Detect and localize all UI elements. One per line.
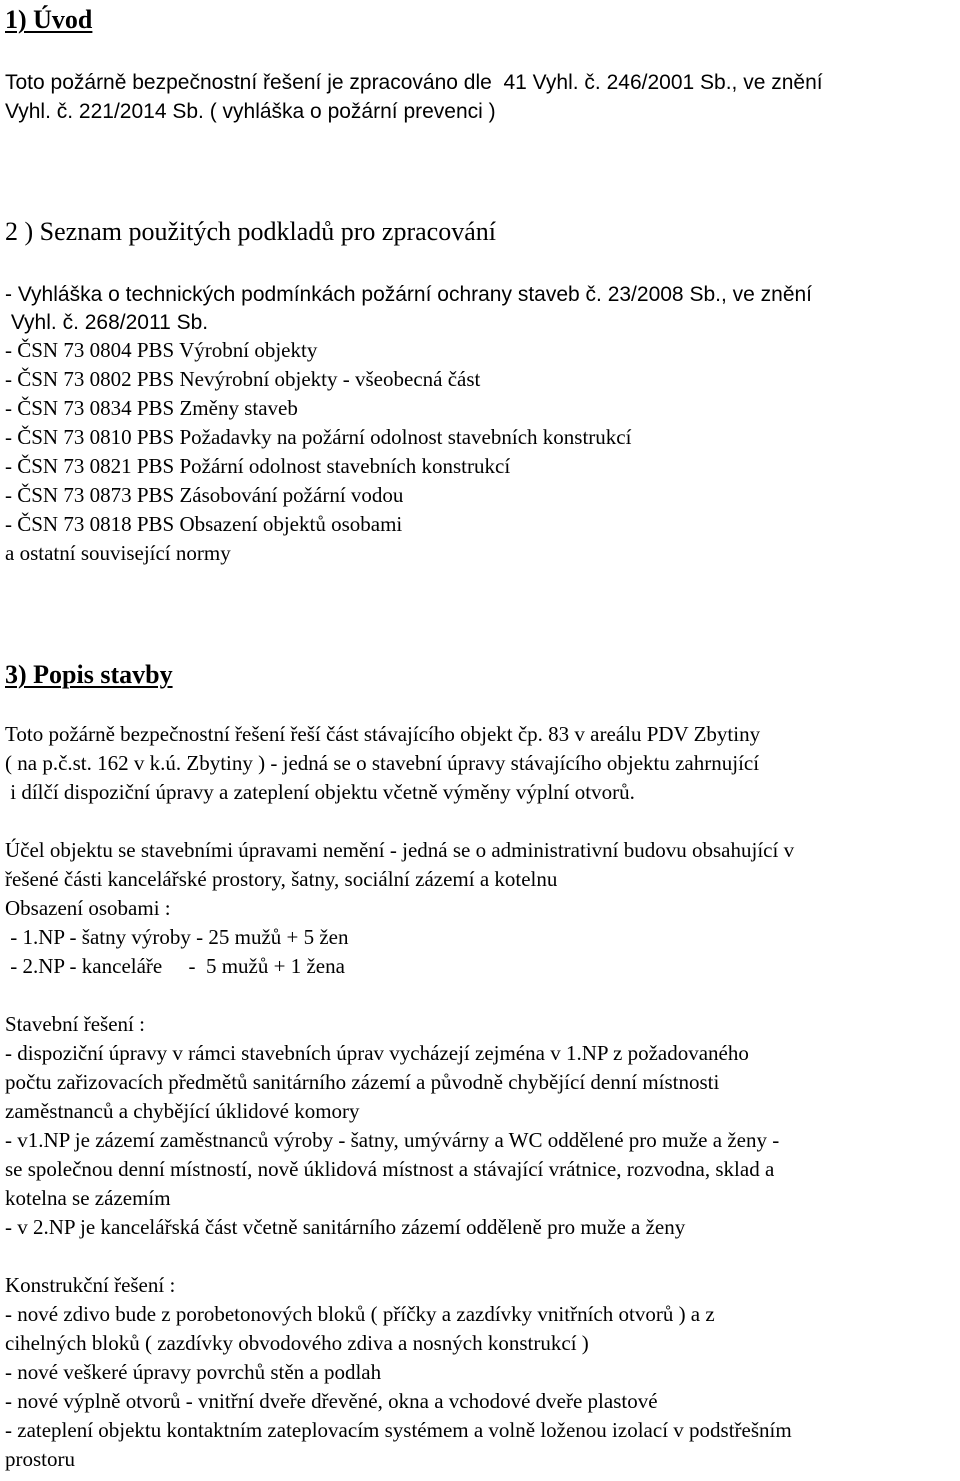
section-2-heading: 2 ) Seznam použitých podkladů pro zpracování bbox=[5, 217, 496, 246]
section-3-heading: 3) Popis stavby bbox=[5, 660, 173, 689]
norm-item: - ČSN 73 0821 PBS Požární odolnost stavebních konstrukcí bbox=[5, 454, 511, 478]
construction-line: - nové veškeré úpravy povrchů stěn a podlah bbox=[5, 1360, 382, 1384]
construction-line: - nové výplně otvorů - vnitřní dveře dřevěné, okna a vchodové dveře plastové bbox=[5, 1389, 658, 1413]
building-line: zaměstnanců a chybějící úklidové komory bbox=[5, 1099, 360, 1123]
intro-line: Toto požárně bezpečnostní řešení je zpracováno dle 41 Vyhl. č. 246/2001 Sb., ve znění bbox=[5, 71, 823, 94]
norm-item: - ČSN 73 0810 PBS Požadavky na požární odolnost stavebních konstrukcí bbox=[5, 425, 632, 449]
description-line: ( na p.č.st. 162 v k.ú. Zbytiny ) - jedná se o stavební úpravy stávajícího objektu zahrnující bbox=[5, 751, 760, 775]
building-line: - v 2.NP je kancelářská část včetně sanitárního zázemí odděleně pro muže a ženy bbox=[5, 1215, 686, 1239]
building-line: - v1.NP je zázemí zaměstnanců výroby - šatny, umývárny a WC oddělené pro muže a ženy - bbox=[5, 1128, 780, 1152]
construction-line: - nové zdivo bude z porobetonových bloků ( příčky a zazdívky vnitřních otvorů ) a z bbox=[5, 1302, 715, 1326]
construction-line: prostoru bbox=[5, 1447, 75, 1471]
building-line: počtu zařizovacích předmětů sanitárního zázemí a původně chybějící denní místnosti bbox=[5, 1070, 720, 1094]
occupancy-item: - 2.NP - kanceláře - 5 mužů + 1 žena bbox=[5, 954, 345, 978]
norm-item: - ČSN 73 0873 PBS Zásobování požární vodou bbox=[5, 483, 404, 507]
building-label: Stavební řešení : bbox=[5, 1012, 145, 1036]
intro-line: Vyhl. č. 221/2014 Sb. ( vyhláška o požární prevenci ) bbox=[5, 100, 496, 123]
building-line: kotelna se zázemím bbox=[5, 1186, 171, 1210]
building-line: - dispoziční úpravy v rámci stavebních úprav vycházejí zejména v 1.NP z požadovaného bbox=[5, 1041, 749, 1065]
decree-line: - Vyhláška o technických podmínkách požární ochrany staveb č. 23/2008 Sb., ve znění bbox=[5, 283, 813, 306]
construction-label: Konstrukční řešení : bbox=[5, 1273, 176, 1297]
norm-item: - ČSN 73 0802 PBS Nevýrobní objekty - všeobecná část bbox=[5, 367, 481, 391]
construction-line: - zateplení objektu kontaktním zateplovacím systémem a volně loženou izolací v podstřešním bbox=[5, 1418, 792, 1442]
construction-line: cihelných bloků ( zazdívky obvodového zdiva a nosných konstrukcí ) bbox=[5, 1331, 589, 1355]
description-line: Toto požárně bezpečnostní řešení řeší část stávajícího objekt čp. 83 v areálu PDV Zbytiny bbox=[5, 722, 761, 746]
norm-item: a ostatní související normy bbox=[5, 541, 231, 565]
description-line: i dílčí dispoziční úpravy a zateplení objektu včetně výměny výplní otvorů. bbox=[5, 780, 635, 804]
norm-item: - ČSN 73 0804 PBS Výrobní objekty bbox=[5, 338, 318, 362]
purpose-line: řešené části kancelářské prostory, šatny, sociální zázemí a kotelnu bbox=[5, 867, 558, 891]
section-1-heading: 1) Úvod bbox=[5, 5, 93, 34]
norm-item: - ČSN 73 0818 PBS Obsazení objektů osobami bbox=[5, 512, 403, 536]
norm-item: - ČSN 73 0834 PBS Změny staveb bbox=[5, 396, 298, 420]
decree-line: Vyhl. č. 268/2011 Sb. bbox=[5, 311, 209, 334]
occupancy-label: Obsazení osobami : bbox=[5, 896, 171, 920]
occupancy-item: - 1.NP - šatny výroby - 25 mužů + 5 žen bbox=[5, 925, 349, 949]
building-line: se společnou denní místností, nově úklidová místnost a stávající vrátnice, rozvodna, sklad a bbox=[5, 1157, 775, 1181]
purpose-line: Účel objektu se stavebními úpravami nemění - jedná se o administrativní budovu obsahující v bbox=[5, 838, 795, 862]
